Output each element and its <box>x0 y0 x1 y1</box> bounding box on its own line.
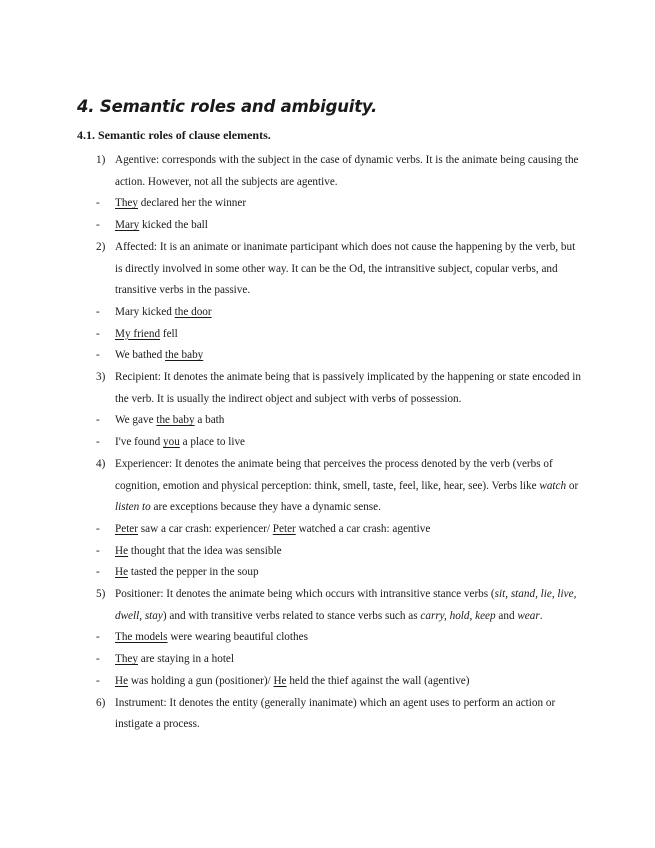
list-marker: 1) <box>96 154 106 166</box>
text-run: fell <box>160 327 178 340</box>
underlined-term: Mary <box>115 219 140 232</box>
text-run: were wearing beautiful clothes <box>167 631 308 644</box>
underlined-term: Peter <box>272 522 296 535</box>
example-list-item <box>0 324 655 346</box>
italic-term: sit, stand, lie, live, dwell, stay <box>115 588 577 622</box>
text-run: . <box>539 609 543 622</box>
list-item-text <box>115 215 585 237</box>
text-run: a place to live <box>179 436 246 449</box>
example-list-item <box>0 519 655 541</box>
list-marker: 3) <box>96 371 106 384</box>
list-item-text <box>115 671 585 693</box>
text-run: Instrument: It denotes the entity (generally inanimate) which an agent uses to perform an action or instigate a process. <box>115 696 556 731</box>
underlined-term: My friend <box>115 327 161 340</box>
list-marker: - <box>96 522 100 535</box>
text-run: was holding a gun (positioner)/ <box>128 674 274 687</box>
text-run: We gave <box>115 414 157 427</box>
italic-term: watch <box>539 479 567 492</box>
list-marker: - <box>96 566 100 579</box>
text-run: held the thief against the wall (agentive) <box>286 674 470 687</box>
list-item-text <box>115 519 585 541</box>
text-run: Affected: It is an animate or inanimate participant which does not cause the happening by the verb, but is directly involved in some other way. It can be the Od, the intransitive subject, copular verbs, and transitive verbs in the passive. <box>115 240 576 297</box>
list-marker: - <box>96 674 100 687</box>
section-heading: 4. Semantic roles and ambiguity. <box>77 97 378 116</box>
list-marker: - <box>96 653 100 666</box>
list-item-text <box>115 432 585 454</box>
list-item-text <box>115 454 585 519</box>
underlined-term: the baby <box>165 349 204 362</box>
example-list-item <box>0 627 655 649</box>
text-run: Mary kicked <box>115 305 175 318</box>
underlined-term: They <box>115 197 138 210</box>
example-list-item <box>0 302 655 324</box>
list-marker: - <box>96 197 100 210</box>
list-item-text <box>115 150 585 193</box>
text-run: watched a car crash: agentive <box>295 522 431 535</box>
text-run: are staying in a hotel <box>138 653 234 666</box>
text-run: declared her the winner <box>138 197 247 210</box>
example-list-item <box>0 432 655 454</box>
numbered-list-item <box>0 367 655 410</box>
italic-term: listen to <box>115 501 151 514</box>
example-list-item <box>0 649 655 671</box>
list-marker: 2) <box>96 240 106 253</box>
text-run: and <box>495 609 518 622</box>
underlined-term: the baby <box>156 414 195 427</box>
underlined-term: He <box>115 544 129 557</box>
list-item-text <box>115 627 585 649</box>
list-marker: - <box>96 327 100 340</box>
list-item-text <box>115 302 585 324</box>
list-marker: - <box>96 305 100 318</box>
text-run: We bathed <box>115 349 166 362</box>
text-run: Recipient: It denotes the animate being that is passively implicated by the happening or state encoded in the verb. It is usually the indirect object and subject with verbs of possession. <box>115 371 582 405</box>
list-item-text <box>115 562 585 584</box>
text-run: Positioner: It denotes the animate being which occurs with intransitive stance verbs ( <box>115 588 495 601</box>
underlined-term: He <box>273 674 287 687</box>
subsection-heading: 4.1. Semantic roles of clause elements. <box>77 128 271 142</box>
list-item-text <box>115 410 585 432</box>
list-marker: - <box>96 349 100 362</box>
list-marker: - <box>96 219 100 232</box>
text-run: a bath <box>194 414 225 427</box>
list-item-text <box>115 237 585 302</box>
example-list-item <box>0 345 655 367</box>
text-run: ) and with transitive verbs related to stance verbs such as <box>162 609 421 622</box>
text-run: Agentive: corresponds with the subject in the case of dynamic verbs. It is the animate being causing the action. However, not all the subjects are agentive. <box>115 154 579 188</box>
list-marker: - <box>96 414 100 427</box>
list-marker: - <box>96 631 100 644</box>
list-item-text <box>115 541 585 563</box>
list-marker: 5) <box>96 588 106 601</box>
list-item-text <box>115 367 585 410</box>
text-run: Experiencer: It denotes the animate being that perceives the process denoted by the verb (verbs of cognition, emotion and physical perception: think, smell, taste, feel, like, hear, see). Verbs like <box>115 457 553 492</box>
underlined-term: you <box>163 436 180 449</box>
list-marker: 4) <box>96 457 106 470</box>
italic-term: wear <box>517 609 540 622</box>
text-run: thought that the idea was sensible <box>128 544 282 557</box>
list-item-text <box>115 345 585 367</box>
list-marker: 6) <box>96 696 106 709</box>
italic-term: carry, hold, keep <box>420 609 496 622</box>
list-item-text <box>115 324 585 346</box>
list-item-text <box>115 649 585 671</box>
example-list-item <box>0 215 655 237</box>
list-item-text <box>115 193 585 215</box>
numbered-list-item <box>0 150 655 193</box>
underlined-term: Peter <box>115 522 138 535</box>
text-run: I've found <box>115 436 163 449</box>
underlined-term: He <box>115 566 129 579</box>
example-list-item <box>0 410 655 432</box>
list-marker: - <box>96 544 100 557</box>
text-run: saw a car crash: experiencer/ <box>138 522 273 535</box>
list-item-text <box>115 693 585 736</box>
example-list-item <box>0 193 655 215</box>
list-marker: - <box>96 436 100 449</box>
numbered-list-item <box>0 693 655 736</box>
example-list-item <box>0 541 655 563</box>
underlined-term: They <box>115 653 138 666</box>
underlined-term: the door <box>174 305 212 318</box>
text-run: kicked the ball <box>139 219 208 232</box>
text-run: tasted the pepper in the soup <box>128 566 259 579</box>
underlined-term: He <box>115 674 129 687</box>
text-run: are exceptions because they have a dynamic sense. <box>150 501 381 514</box>
example-list-item <box>0 671 655 693</box>
underlined-term: The models <box>115 631 168 644</box>
numbered-list-item <box>0 584 655 627</box>
semantic-roles-list <box>0 150 655 736</box>
list-item-text <box>115 584 585 627</box>
numbered-list-item <box>0 454 655 519</box>
numbered-list-item <box>0 237 655 302</box>
text-run: or <box>566 479 579 492</box>
example-list-item <box>0 562 655 584</box>
